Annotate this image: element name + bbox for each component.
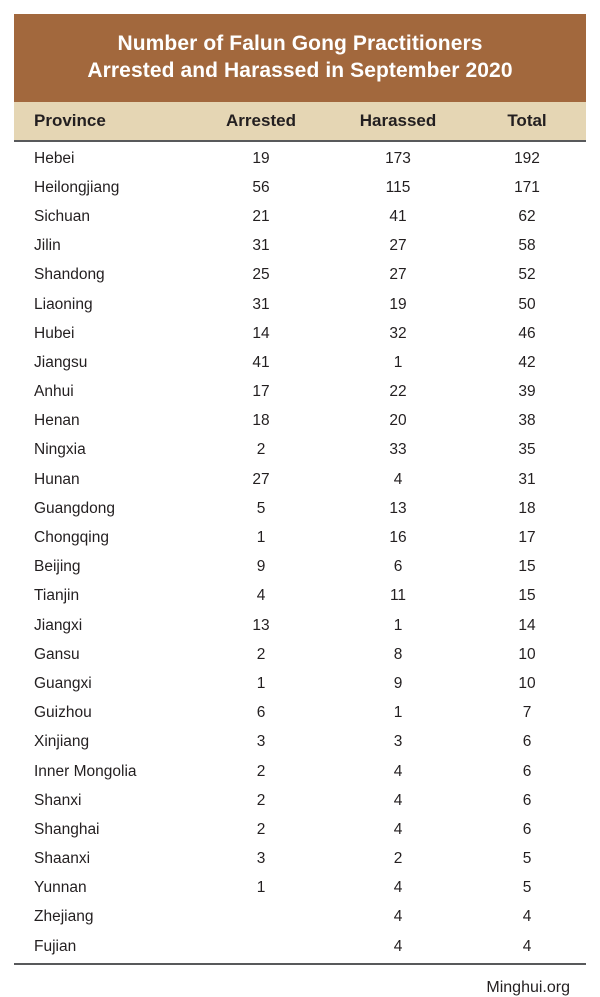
table-row [14, 348, 586, 377]
cell-province: Jilin [34, 237, 61, 255]
cell-total: 39 [518, 383, 536, 401]
cell-province: Jiangsu [34, 353, 88, 371]
cell-province: Heilongjiang [34, 178, 120, 196]
cell-arrested: 5 [256, 499, 266, 517]
cell-harassed: 4 [393, 470, 403, 488]
cell-harassed: 4 [393, 762, 403, 780]
source-label: Minghui.org [486, 979, 570, 997]
cell-harassed: 20 [389, 412, 407, 430]
cell-province: Hunan [34, 470, 80, 488]
cell-total: 10 [518, 674, 536, 692]
cell-harassed: 32 [389, 324, 407, 342]
cell-province: Chongqing [34, 529, 109, 547]
table-row [14, 699, 586, 728]
table-row [14, 144, 586, 173]
cell-harassed: 33 [389, 441, 407, 459]
cell-total: 18 [518, 499, 536, 517]
cell-total: 171 [514, 178, 540, 196]
cell-province: Liaoning [34, 295, 93, 313]
cell-harassed: 1 [393, 353, 403, 371]
cell-total: 38 [518, 412, 536, 430]
cell-harassed: 173 [385, 149, 411, 167]
cell-province: Hebei [34, 149, 75, 167]
cell-harassed: 27 [389, 237, 407, 255]
table-row [14, 845, 586, 874]
cell-province: Tianjin [34, 587, 80, 605]
cell-total: 52 [518, 266, 536, 284]
cell-province: Shandong [34, 266, 105, 284]
column-header-province: Province [34, 111, 106, 130]
table-footer [14, 963, 586, 997]
cell-arrested: 6 [256, 704, 266, 722]
table-row [14, 553, 586, 582]
table-row [14, 523, 586, 552]
cell-total: 58 [518, 237, 536, 255]
table-row [14, 290, 586, 319]
cell-province: Ningxia [34, 441, 86, 459]
cell-arrested: 19 [252, 149, 270, 167]
cell-arrested: 31 [252, 237, 270, 255]
cell-province: Fujian [34, 937, 77, 955]
cell-arrested: 14 [252, 324, 270, 342]
table-row [14, 465, 586, 494]
cell-harassed: 4 [393, 908, 403, 926]
table-row [14, 640, 586, 669]
cell-harassed: 19 [389, 295, 407, 313]
cell-arrested: 13 [252, 616, 270, 634]
table-row [14, 436, 586, 465]
cell-province: Hubei [34, 324, 75, 342]
cell-province: Beijing [34, 558, 81, 576]
cell-total: 62 [518, 207, 536, 225]
cell-province: Guizhou [34, 704, 92, 722]
cell-total: 46 [518, 324, 536, 342]
table-row [14, 319, 586, 348]
table-row [14, 815, 586, 844]
cell-harassed: 41 [389, 207, 407, 225]
cell-arrested: 2 [256, 820, 266, 838]
table-row [14, 261, 586, 290]
cell-arrested: 2 [256, 791, 266, 809]
cell-province: Anhui [34, 383, 74, 401]
page-title-line-2: Arrested and Harassed in September 2020 [87, 59, 513, 82]
table-header-row [14, 102, 586, 142]
column-header-harassed: Harassed [359, 111, 437, 130]
cell-total: 15 [518, 558, 536, 576]
cell-arrested: 18 [252, 412, 270, 430]
cell-arrested: 2 [256, 441, 266, 459]
table-row [14, 874, 586, 903]
cell-arrested: 25 [252, 266, 270, 284]
cell-province: Zhejiang [34, 908, 94, 926]
table-row [14, 582, 586, 611]
cell-province: Shaanxi [34, 850, 91, 868]
cell-total: 50 [518, 295, 536, 313]
cell-harassed: 27 [389, 266, 407, 284]
cell-arrested: 9 [256, 558, 266, 576]
cell-total: 4 [522, 908, 532, 926]
cell-total: 17 [518, 529, 536, 547]
cell-province: Sichuan [34, 207, 91, 225]
cell-total: 4 [522, 937, 532, 955]
cell-harassed: 8 [393, 645, 403, 663]
cell-province: Xinjiang [34, 733, 90, 751]
cell-arrested: 1 [256, 674, 266, 692]
cell-harassed: 4 [393, 791, 403, 809]
cell-arrested: 27 [252, 470, 270, 488]
cell-total: 6 [522, 791, 532, 809]
cell-harassed: 115 [385, 178, 411, 196]
table-row [14, 407, 586, 436]
cell-harassed: 4 [393, 879, 403, 897]
cell-total: 6 [522, 733, 532, 751]
cell-arrested: 4 [256, 587, 266, 605]
cell-province: Yunnan [34, 879, 87, 897]
cell-total: 42 [518, 353, 536, 371]
cell-arrested: 56 [252, 178, 270, 196]
cell-province: Henan [34, 412, 80, 430]
cell-total: 6 [522, 820, 532, 838]
cell-arrested: 17 [252, 383, 270, 401]
table-row [14, 232, 586, 261]
cell-total: 14 [518, 616, 536, 634]
column-header-arrested: Arrested [226, 111, 296, 130]
cell-arrested: 1 [256, 529, 266, 547]
cell-total: 10 [518, 645, 536, 663]
cell-total: 7 [522, 704, 532, 722]
cell-total: 5 [522, 879, 532, 897]
cell-arrested: 2 [256, 645, 266, 663]
table-row [14, 903, 586, 932]
cell-harassed: 11 [389, 587, 407, 605]
cell-arrested: 41 [252, 353, 270, 371]
cell-harassed: 4 [393, 820, 403, 838]
cell-total: 15 [518, 587, 536, 605]
cell-harassed: 1 [393, 704, 403, 722]
cell-arrested: 1 [256, 879, 266, 897]
cell-province: Guangxi [34, 674, 92, 692]
cell-total: 6 [522, 762, 532, 780]
cell-province: Shanghai [34, 820, 100, 838]
cell-total: 31 [518, 470, 536, 488]
title-bar [14, 14, 586, 102]
page-title-line-1: Number of Falun Gong Practitioners [117, 32, 483, 55]
cell-province: Guangdong [34, 499, 116, 517]
cell-total: 192 [514, 149, 540, 167]
table-row [14, 202, 586, 231]
cell-harassed: 16 [389, 529, 407, 547]
cell-province: Jiangxi [34, 616, 83, 634]
cell-harassed: 1 [393, 616, 403, 634]
cell-arrested: 21 [252, 207, 270, 225]
table-row [14, 786, 586, 815]
cell-province: Shanxi [34, 791, 82, 809]
cell-arrested: 2 [256, 762, 266, 780]
cell-total: 5 [522, 850, 532, 868]
table-row [14, 494, 586, 523]
cell-total: 35 [518, 441, 536, 459]
table-row [14, 757, 586, 786]
cell-harassed: 13 [389, 499, 407, 517]
table-body [14, 142, 586, 961]
cell-harassed: 9 [393, 674, 403, 692]
column-header-total: Total [507, 111, 547, 130]
table-row [14, 669, 586, 698]
cell-harassed: 2 [393, 850, 403, 868]
cell-harassed: 22 [389, 383, 407, 401]
cell-harassed: 4 [393, 937, 403, 955]
table-row [14, 932, 586, 961]
cell-arrested: 31 [252, 295, 270, 313]
table-row [14, 728, 586, 757]
cell-arrested: 3 [256, 850, 266, 868]
cell-province: Inner Mongolia [34, 762, 137, 780]
cell-arrested: 3 [256, 733, 266, 751]
table-card [14, 14, 586, 997]
cell-harassed: 3 [393, 733, 403, 751]
table-row [14, 611, 586, 640]
table-row [14, 378, 586, 407]
table-row [14, 173, 586, 202]
cell-province: Gansu [34, 645, 80, 663]
cell-harassed: 6 [393, 558, 403, 576]
